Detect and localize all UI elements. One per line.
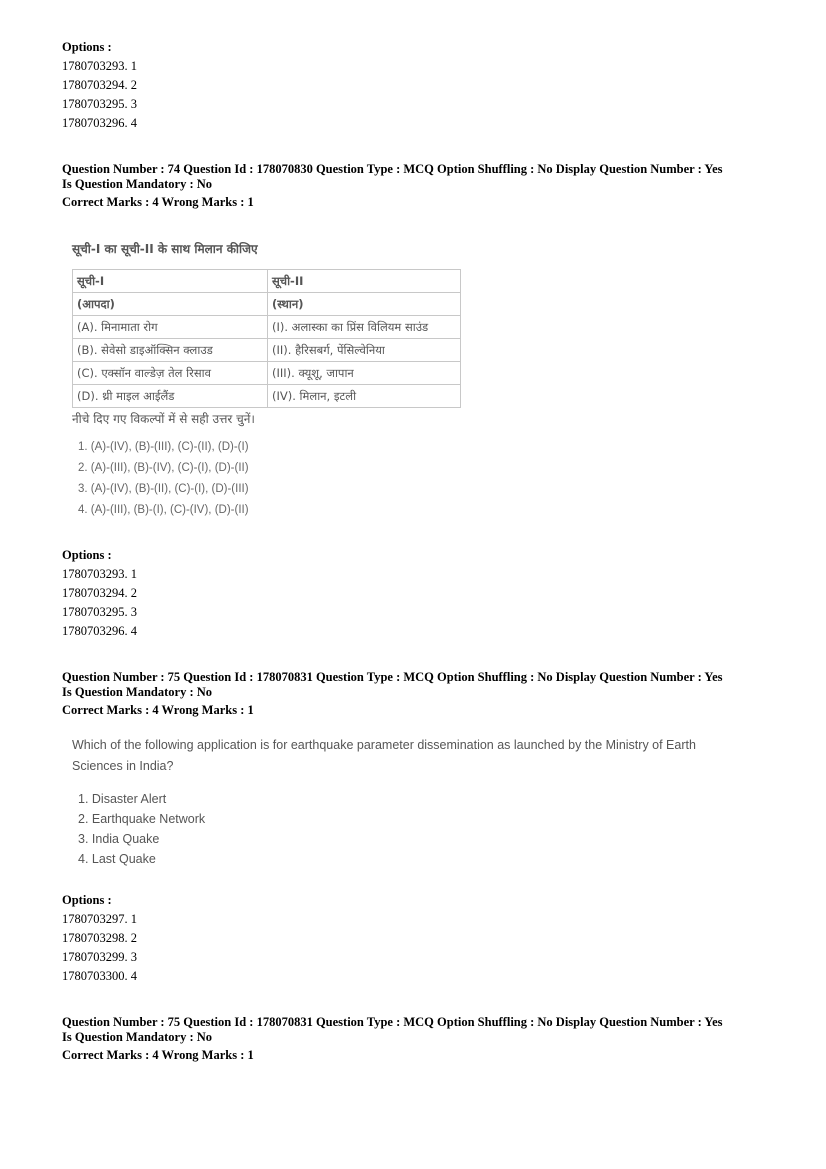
option-item: 1780703295. 3 <box>62 97 137 111</box>
mandatory-line: Is Question Mandatory : No <box>62 177 213 191</box>
choice-item: 3. (A)-(IV), (B)-(II), (C)-(I), (D)-(III) <box>78 483 249 495</box>
option-item: 1780703295. 3 <box>62 605 137 619</box>
options-label: Options : <box>62 40 112 54</box>
marks-line: Correct Marks : 4 Wrong Marks : 1 <box>62 703 254 717</box>
question-74-options <box>62 546 137 641</box>
table-header-list2: सूची-II <box>268 270 461 293</box>
option-item: 1780703294. 2 <box>62 586 137 600</box>
choice-item: 1. (A)-(IV), (B)-(III), (C)-(II), (D)-(I) <box>78 441 249 453</box>
choice-item: 3. India Quake <box>78 832 160 846</box>
table-subheader-place: (स्थान) <box>268 293 461 316</box>
choice-item: 2. (A)-(III), (B)-(IV), (C)-(I), (D)-(II) <box>78 462 249 474</box>
table-subheader-disaster: (आपदा) <box>73 293 268 316</box>
mandatory-line: Is Question Mandatory : No <box>62 1030 213 1044</box>
table-row <box>73 362 461 385</box>
table-cell: (D). थ्री माइल आईलैंड <box>73 385 268 408</box>
question-74-meta <box>62 162 723 210</box>
table-cell: (III). क्यूशू, जापान <box>268 362 461 385</box>
table-cell: (IV). मिलान, इटली <box>268 385 461 408</box>
options-label: Options : <box>62 548 112 562</box>
question-75-repeat-meta <box>62 1015 723 1063</box>
options-label: Options : <box>62 893 112 907</box>
question-text: Sciences in India? <box>72 759 174 773</box>
table-cell: (A). मिनामाता रोग <box>73 316 268 339</box>
choice-item: 4. (A)-(III), (B)-(I), (C)-(IV), (D)-(II) <box>78 504 249 516</box>
match-instruction: सूची-I का सूची-II के साथ मिलान कीजिए <box>72 242 258 256</box>
option-item: 1780703293. 1 <box>62 59 137 73</box>
choose-instruction: नीचे दिए गए विकल्पों में से सही उत्तर चुनें। <box>72 412 255 426</box>
table-cell: (I). अलास्का का प्रिंस विलियम साउंड <box>268 316 461 339</box>
option-item: 1780703294. 2 <box>62 78 137 92</box>
choice-item: 4. Last Quake <box>78 852 156 866</box>
marks-line: Correct Marks : 4 Wrong Marks : 1 <box>62 1048 254 1062</box>
table-cell: (B). सेवेसो डाइऑक्सिन क्लाउड <box>73 339 268 362</box>
table-row <box>73 385 461 408</box>
question-meta-line: Question Number : 74 Question Id : 178070830 Question Type : MCQ Option Shuffling : No Display Question Number : Yes <box>62 162 723 176</box>
question-75-content <box>72 735 696 869</box>
question-meta-line: Question Number : 75 Question Id : 178070831 Question Type : MCQ Option Shuffling : No Display Question Number : Yes <box>62 1015 723 1029</box>
question-74-content <box>72 240 461 521</box>
question-text: Which of the following application is for earthquake parameter dissemination as launched by the Ministry of Earth <box>72 738 696 752</box>
option-item: 1780703298. 2 <box>62 931 137 945</box>
option-item: 1780703296. 4 <box>62 116 137 130</box>
table-cell: (II). हैरिसबर्ग, पेंसिल्वेनिया <box>268 339 461 362</box>
question-75-options <box>62 891 137 986</box>
question-75-meta <box>62 670 723 718</box>
mandatory-line: Is Question Mandatory : No <box>62 685 213 699</box>
marks-line: Correct Marks : 4 Wrong Marks : 1 <box>62 195 254 209</box>
question-meta-line: Question Number : 75 Question Id : 178070831 Question Type : MCQ Option Shuffling : No Display Question Number : Yes <box>62 670 723 684</box>
table-row <box>73 339 461 362</box>
match-table <box>72 269 461 408</box>
choice-item: 2. Earthquake Network <box>78 812 206 826</box>
choice-item: 1. Disaster Alert <box>78 792 167 806</box>
option-item: 1780703296. 4 <box>62 624 137 638</box>
option-item: 1780703293. 1 <box>62 567 137 581</box>
option-item: 1780703297. 1 <box>62 912 137 926</box>
option-item: 1780703299. 3 <box>62 950 137 964</box>
table-header-list1: सूची-I <box>73 270 268 293</box>
option-item: 1780703300. 4 <box>62 969 137 983</box>
table-row <box>73 316 461 339</box>
table-cell: (C). एक्सॉन वाल्डेज़ तेल रिसाव <box>73 362 268 385</box>
options-block-top <box>62 38 137 133</box>
